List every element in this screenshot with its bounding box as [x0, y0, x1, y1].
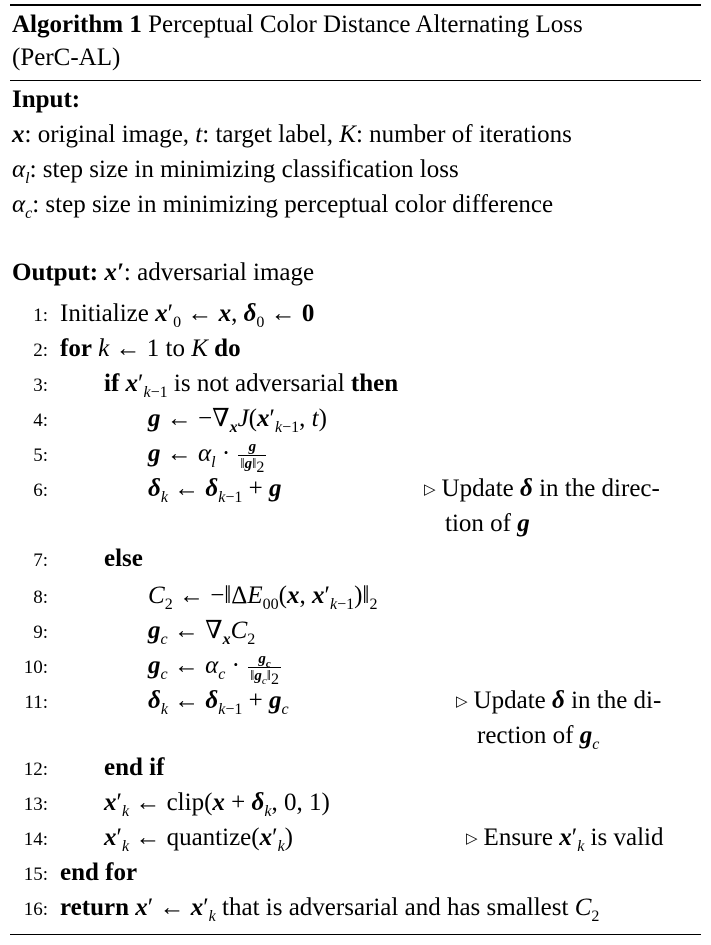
step-12: 12: end if	[23, 754, 165, 781]
step-8: 8: $C_2$ ← $-‖\Delta E_{00}(x$, $x'_{k-1})‖_2$	[33, 582, 378, 613]
algorithm-label: Algorithm 1	[12, 11, 142, 38]
comment-step-6: ▷ Update δ in the direc-	[424, 475, 660, 502]
step-2: 2: for k ← 1 to K do	[33, 335, 241, 362]
step-13: 13: $x'_k$ ← clip(x + $\delta_k$, 0, 1)	[23, 789, 330, 820]
input-section	[12, 82, 699, 222]
algorithm-title-line2: (PerC-AL)	[12, 44, 121, 71]
step-3: 3: if $x'_{k-1}$ is not adversarial then	[33, 370, 399, 401]
step-4: 4: g ← $-\nabla_xJ(x'_{k-1}$, t)	[33, 405, 327, 436]
input-heading: Input:	[12, 86, 81, 113]
title-rule	[10, 80, 701, 81]
step-7: 7: else	[33, 545, 143, 572]
step-1: 1: Initialize $x'_0$ ← x, $\delta_0$ ← 0	[33, 300, 315, 331]
top-rule	[10, 4, 701, 6]
output-section	[12, 255, 699, 290]
output-symbol: x′	[104, 259, 124, 286]
step-9: 9: $g_c$ ← $\nabla_xC_2$	[33, 617, 256, 648]
input-line-1: x: original image, t: target label, K: number of iterations	[12, 121, 572, 148]
step-11: 11: $\delta_k$ ← $\delta_{k-1} + g_c$ ▷ Update δ in the di-	[0, 683, 711, 718]
output-heading: Output:	[12, 259, 99, 286]
step-14: 14: $x'_k$ ← $quantize(x'_k)$ ▷ Ensure $x'_k$ is valid	[0, 820, 711, 855]
output-text: : adversarial image	[123, 259, 315, 286]
step-16: 16: return x′ ← $x'_k$ that is adversarial and has smallest $C_2$	[23, 894, 600, 925]
comment-step-14: ▷ Ensure $x'_k$ is valid	[466, 824, 664, 855]
step-5: 5: g ← $\alpha_l$ · $\frac{g}{‖g‖_2}$	[33, 438, 265, 476]
step-15: 15: end for	[23, 859, 138, 886]
step-6: 6: $\delta_k$ ← $\delta_{k-1} + g$ ▷ Update δ in the direc-	[0, 471, 711, 506]
algorithm-title-line1: Perceptual Color Distance Alternating Loss	[148, 11, 583, 38]
step-6-comment-cont: tion of g	[445, 510, 530, 537]
bottom-rule	[10, 934, 701, 935]
step-11-comment-cont: rection of $g_c$	[477, 722, 600, 753]
input-line-2: $\alpha_l$: step size in minimizing classification loss	[12, 156, 459, 187]
step-10: 10: $g_c$ ← $\alpha_c$ · $\frac{g_c}{‖g_c‖_2}$	[23, 650, 279, 688]
input-line-3: $\alpha_c$: step size in minimizing perceptual color difference	[12, 191, 554, 222]
algorithm-title	[12, 8, 699, 74]
comment-step-11: ▷ Update δ in the di-	[456, 687, 662, 714]
